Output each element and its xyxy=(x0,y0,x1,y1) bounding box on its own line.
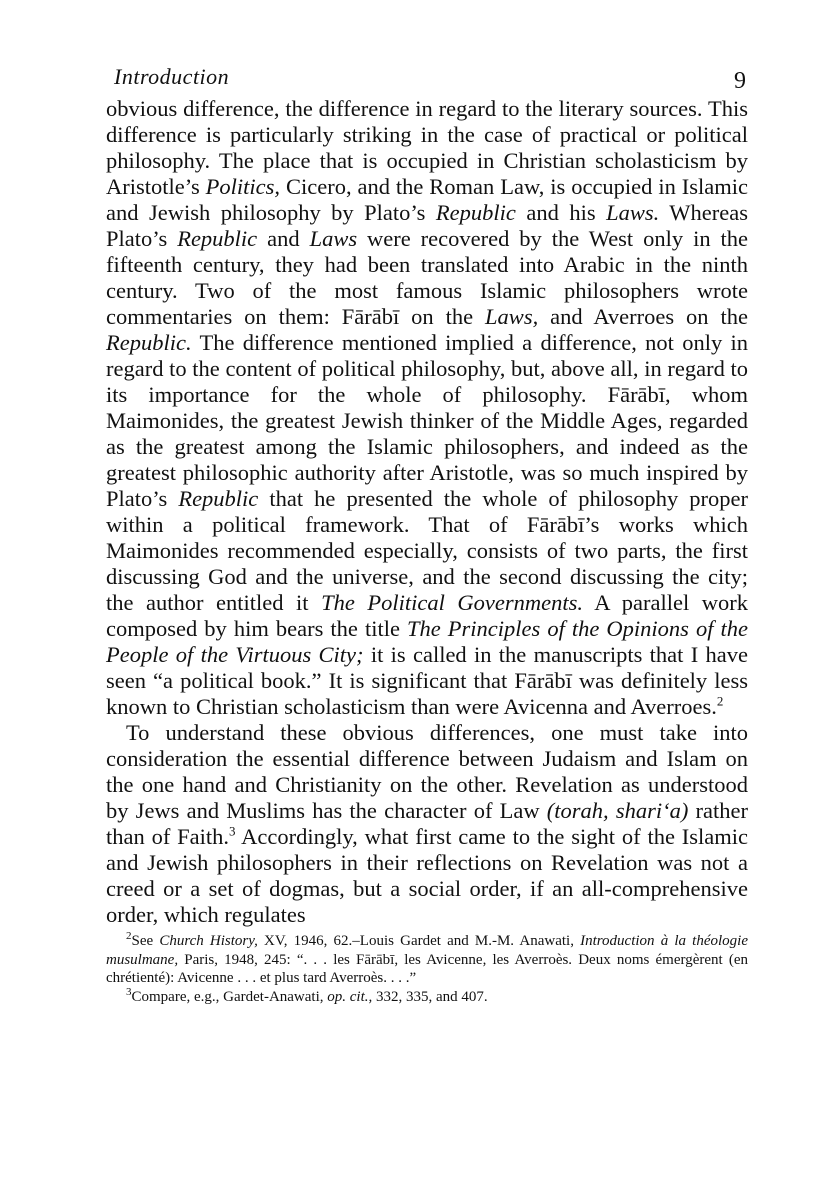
paragraph xyxy=(106,96,748,720)
italic-title: Republic xyxy=(178,486,259,511)
italic-title: Laws, xyxy=(485,304,539,329)
text-run: Paris, 1948, 245: “. . . les Fārābī, les Avicenne, les Averroès. Deux noms émergèrent (en chrétienté): Avicenne . . . et plus tard Averroès. . . .” xyxy=(106,951,748,986)
text-run: rather than of Faith. xyxy=(106,798,748,849)
footnote-mark: 3 xyxy=(126,985,132,998)
footnote xyxy=(106,932,748,988)
text-run: XV, 1946, 62.–Louis Gardet and M.-M. Anawati, xyxy=(257,933,581,949)
text-run: Whereas Plato’s xyxy=(106,200,749,251)
footnotes xyxy=(106,932,748,1006)
italic-title: Laws xyxy=(309,226,358,251)
book-page xyxy=(106,60,748,1006)
italic-title: Introduction à la théologie musulmane, xyxy=(106,933,748,968)
footnote-mark: 2 xyxy=(126,930,132,942)
footnote-reference: 3 xyxy=(229,823,236,839)
text-run: Accordingly, what first came to the sight of the Islamic and Jewish philosophers in their reflections on Revelation was not a creed or a set of dogmas, but a social order, if an all-comprehensive order, which regulates xyxy=(106,824,748,927)
text-run: See xyxy=(131,933,160,949)
text-run: were recovered by the West only in the fifteenth century, they had been translated into Arabic in the ninth century. Two of the most famous Islamic philosophers wrote commentaries on them: Fārābī on the xyxy=(106,226,748,329)
italic-title: The Principles of the Opinions of the People of the Virtuous City; xyxy=(106,616,748,667)
text-run: it is called in the manuscripts that I have seen “a political book.” It is significant that Fārābī was definitely less known to Christian scholasticism than were Avicenna and Averroes. xyxy=(106,642,748,719)
text-run: A parallel work composed by him bears the title xyxy=(106,590,748,641)
text-run: Cicero, and the Roman Law, is occupied in Islamic and Jewish philosophy by Plato’s xyxy=(106,174,748,225)
text-run: and Averroes on the xyxy=(538,304,748,329)
italic-title: Laws. xyxy=(606,200,660,225)
italic-title: Church History, xyxy=(159,933,258,949)
text-run: that he presented the whole of philosophy proper within a political framework. That of Fārābī’s works which Maimonides recommended especially, consists of two parts, the first discussing God and the universe, and the second discussing the city; the author entitled it xyxy=(106,486,748,615)
paragraph xyxy=(106,720,748,928)
footnote-reference: 2 xyxy=(716,693,724,709)
italic-title: Republic xyxy=(435,200,516,225)
text-run: obvious difference, the difference in regard to the literary sources. This difference is particularly striking in the case of practical or political philosophy. The place that is occupied in Christian scholasticism by Aristotle’s xyxy=(106,96,748,199)
italic-term: (torah, shari‘a) xyxy=(546,798,689,823)
text-run: 332, 335, and 407. xyxy=(372,988,488,1005)
italic-title: Politics, xyxy=(205,174,281,199)
text-run: and xyxy=(257,226,310,251)
italic-title: Republic xyxy=(177,226,258,251)
chapter-title: Introduction xyxy=(114,64,230,89)
text-run: The difference mentioned implied a difference, not only in regard to the content of political philosophy, but, above all, in regard to its importance for the whole of philosophy. Fārābī, whom Maimonides, the greatest Jewish thinker of the Middle Ages, regarded as the greatest among the Islamic philosophers, and indeed as the greatest philosophic authority after Aristotle, was so much inspired by Plato’s xyxy=(106,330,748,511)
main-text xyxy=(106,96,748,928)
page-number: 9 xyxy=(734,68,746,94)
italic-title: The Political Governments. xyxy=(321,590,583,615)
text-run: and his xyxy=(515,200,607,225)
italic-title: Republic. xyxy=(106,330,192,355)
footnote xyxy=(106,985,748,1007)
text-run: To understand these obvious differences, one must take into consideration the essential difference between Judaism and Islam on the one hand and Christianity on the other. Revelation as understood by Jews and Muslims has the character of Law xyxy=(106,720,748,823)
running-head xyxy=(106,60,748,96)
text-run: Compare, e.g., Gardet-Anawati, xyxy=(131,988,328,1005)
italic-title: op. cit., xyxy=(327,988,373,1005)
